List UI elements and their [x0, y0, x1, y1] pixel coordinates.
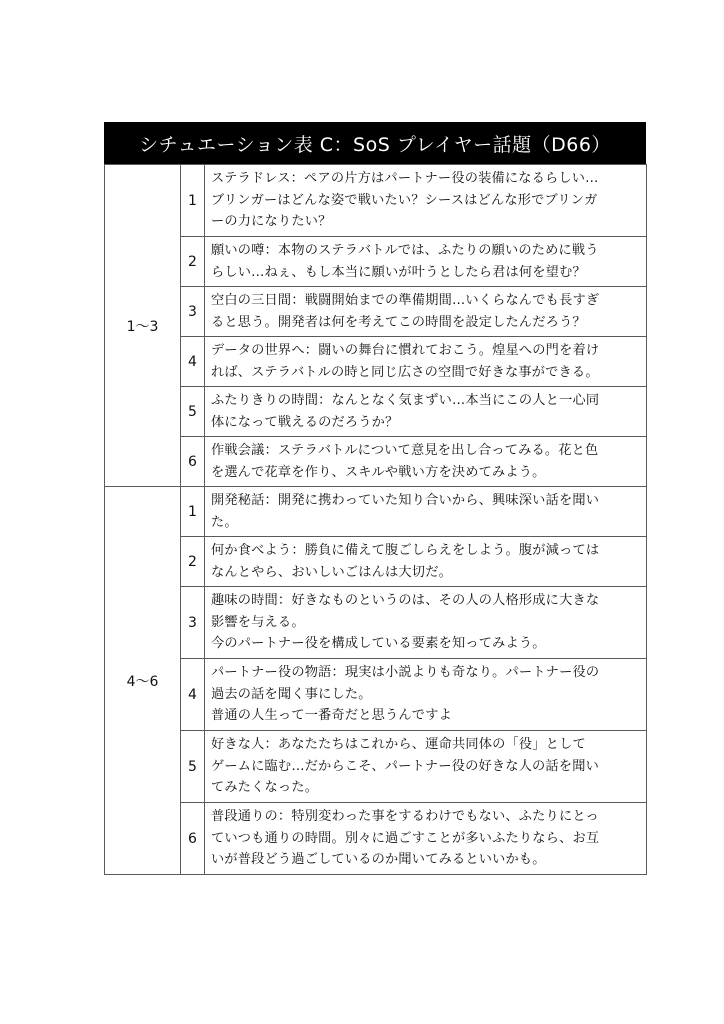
table-row: [105, 287, 647, 337]
roll-number: 1: [181, 487, 205, 537]
roll-number: 5: [181, 731, 205, 803]
roll-number: 6: [181, 437, 205, 487]
roll-number: 5: [181, 387, 205, 437]
range-cell: 1〜3: [105, 165, 181, 487]
situation-text: 好きな人：あなたたちはこれから、運命共同体の「役」として ゲームに臨む…だからこそ、パートナー役の好きな人の話を聞い てみたくなった。: [211, 737, 599, 795]
table-row: [105, 587, 647, 659]
situation-text: データの世界へ：闘いの舞台に慣れておこう。煌星への門を着け れば、ステラバトルの時と同じ広さの空間で好きな事ができる。: [211, 343, 600, 380]
situation-table: [104, 164, 647, 875]
situation-text-cell: [205, 537, 647, 587]
roll-number: 4: [181, 659, 205, 731]
table-row: [105, 659, 647, 731]
situation-text: 何か食べよう：勝負に備えて腹ごしらえをしよう。腹が減っては なんとやら、おいしいごはんは大切だ。: [211, 543, 600, 580]
table-row: [105, 165, 647, 237]
situation-text: 願いの噂：本物のステラバトルでは、ふたりの願いのために戦う らしい…ねぇ、もし本当に願いが叶うとしたら君は何を望む？: [211, 243, 599, 280]
situation-text-cell: [205, 803, 647, 875]
roll-number: 2: [181, 537, 205, 587]
table-row: [105, 337, 647, 387]
situation-text: 空白の三日間：戦闘開始までの準備期間…いくらなんでも長すぎ ると思う。開発者は何を考えてこの時間を設定したんだろう？: [211, 293, 600, 330]
roll-number: 2: [181, 237, 205, 287]
situation-text-cell: [205, 487, 647, 537]
situation-text: 普段通りの：特別変わった事をするわけでもない、ふたりにとっ ていつも通りの時間。別々に過ごすことが多いふたりなら、お互 いが普段どう過ごしているのか聞いてみるといいかも。: [211, 809, 600, 867]
situation-text-cell: [205, 237, 647, 287]
situation-text-cell: [205, 437, 647, 487]
roll-number: 3: [181, 287, 205, 337]
table-row: [105, 803, 647, 875]
situation-text-cell: [205, 587, 647, 659]
situation-text-cell: [205, 165, 647, 237]
situation-text: 作戦会議：ステラバトルについて意見を出し合ってみる。花と色 を選んで花章を作り、スキルや戦い方を決めてみよう。: [211, 443, 599, 480]
situation-text-cell: [205, 337, 647, 387]
roll-number: 3: [181, 587, 205, 659]
roll-number: 1: [181, 165, 205, 237]
table-row: [105, 731, 647, 803]
situation-text: ステラドレス：ペアの片方はパートナー役の装備になるらしい… ブリンガーはどんな姿で戦いたい？シースはどんな形でブリンガ ーの力になりたい？: [211, 171, 599, 229]
table-row: [105, 437, 647, 487]
situation-text: 開発秘話：開発に携わっていた知り合いから、興味深い話を聞い た。: [211, 493, 600, 530]
table-row: [105, 387, 647, 437]
table-row: [105, 537, 647, 587]
table-title: シチュエーション表 C：SoS プレイヤー話題（D66）: [104, 122, 646, 164]
roll-number: 6: [181, 803, 205, 875]
situation-text-cell: [205, 287, 647, 337]
roll-number: 4: [181, 337, 205, 387]
situation-table-sheet: [104, 122, 646, 875]
situation-text-cell: [205, 659, 647, 731]
range-cell: 4〜6: [105, 487, 181, 875]
situation-text: 趣味の時間：好きなものというのは、その人の人格形成に大きな 影響を与える。 今のパートナー役を構成している要素を知ってみよう。: [211, 593, 600, 651]
situation-text-cell: [205, 731, 647, 803]
table-row: [105, 487, 647, 537]
table-row: [105, 237, 647, 287]
situation-text: ふたりきりの時間：なんとなく気まずい…本当にこの人と一心同 体になって戦えるのだろうか？: [211, 393, 600, 430]
situation-text-cell: [205, 387, 647, 437]
situation-text: パートナー役の物語：現実は小説よりも奇なり。パートナー役の 過去の話を聞く事にした。 普通の人生って一番奇だと思うんですよ: [211, 665, 600, 723]
